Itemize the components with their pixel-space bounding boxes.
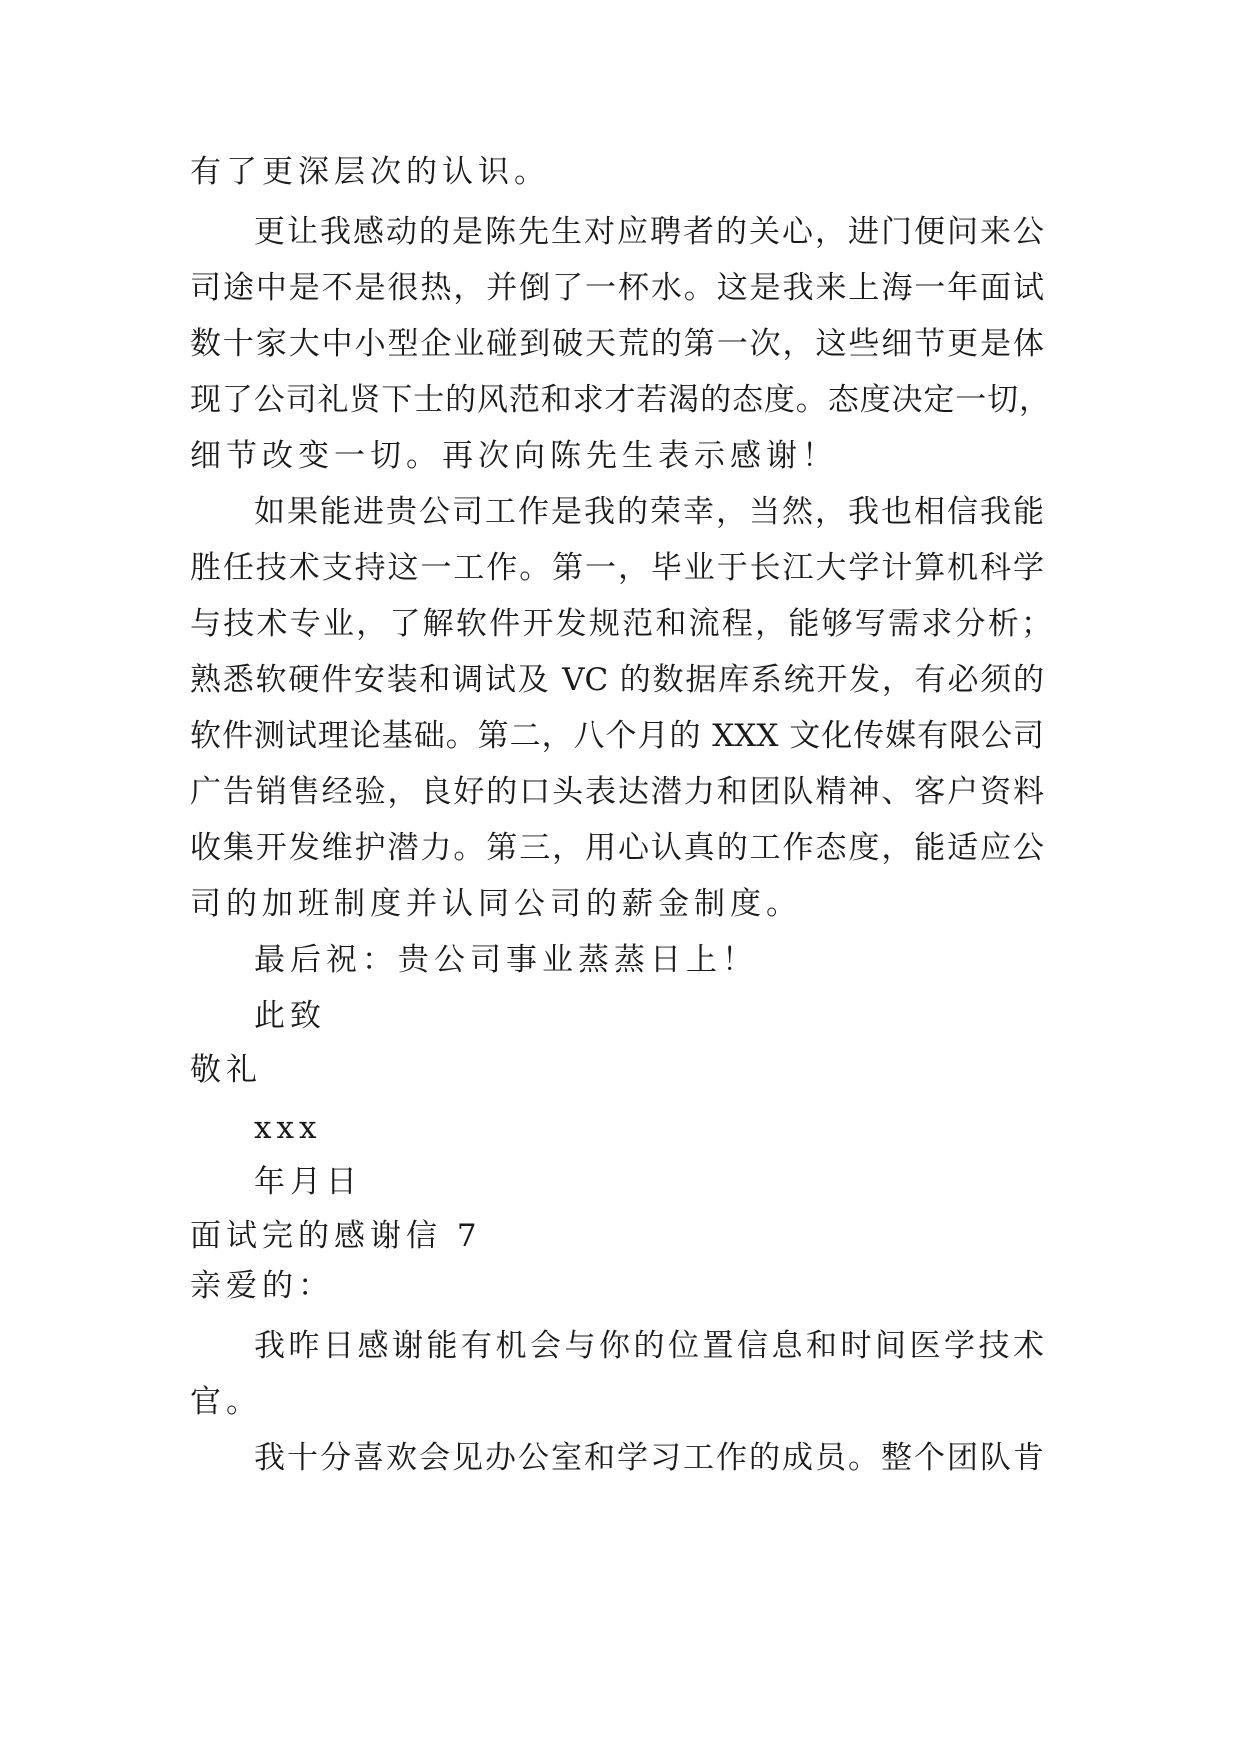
section-heading: 面试完的感谢信 7: [190, 1218, 482, 1254]
paragraph-line: 司的加班制度并认同公司的薪金制度。: [190, 886, 802, 922]
paragraph-line: 数十家大中小型企业碰到破天荒的第一次，这些细节更是体: [190, 326, 1044, 362]
paragraph-line: 熟悉软硬件安装和调试及 VC 的数据库系统开发，有必须的: [190, 662, 1044, 698]
signature-name: xxx: [254, 1110, 322, 1146]
paragraph-line: 与技术专业，了解软件开发规范和流程，能够写需求分析；: [190, 606, 1052, 642]
letter-greeting: 亲爱的：: [190, 1268, 334, 1304]
paragraph-line: 司途中是不是很热，并倒了一杯水。这是我来上海一年面试: [190, 270, 1044, 306]
paragraph-line: 细节改变一切。再次向陈先生表示感谢！: [190, 438, 838, 474]
paragraph-line: 如果能进贵公司工作是我的荣幸，当然，我也相信我能: [254, 494, 1044, 530]
signature-date: 年月日: [254, 1164, 362, 1200]
closing-wish: 最后祝：贵公司事业蒸蒸日上！: [254, 942, 758, 978]
closing-salutation: 此致: [254, 998, 326, 1034]
text-line: 有了更深层次的认识。: [190, 154, 550, 190]
paragraph-line: 软件测试理论基础。第二，八个月的 XXX 文化传媒有限公司: [190, 718, 1044, 754]
paragraph-line: 现了公司礼贤下士的风范和求才若渴的态度。态度决定一切，: [190, 382, 1050, 418]
paragraph-line: 我昨日感谢能有机会与你的位置信息和时间医学技术: [254, 1328, 1044, 1364]
paragraph-line: 广告销售经验，良好的口头表达潜力和团队精神、客户资料: [190, 774, 1044, 810]
paragraph-line: 我十分喜欢会见办公室和学习工作的成员。整个团队肯: [254, 1440, 1044, 1476]
closing-regards: 敬礼: [190, 1052, 262, 1088]
paragraph-line: 收集开发维护潜力。第三，用心认真的工作态度，能适应公: [190, 830, 1044, 866]
paragraph-line: 官。: [190, 1384, 262, 1420]
paragraph-line: 更让我感动的是陈先生对应聘者的关心，进门便问来公: [254, 214, 1044, 250]
paragraph-line: 胜任技术支持这一工作。第一，毕业于长江大学计算机科学: [190, 550, 1044, 586]
